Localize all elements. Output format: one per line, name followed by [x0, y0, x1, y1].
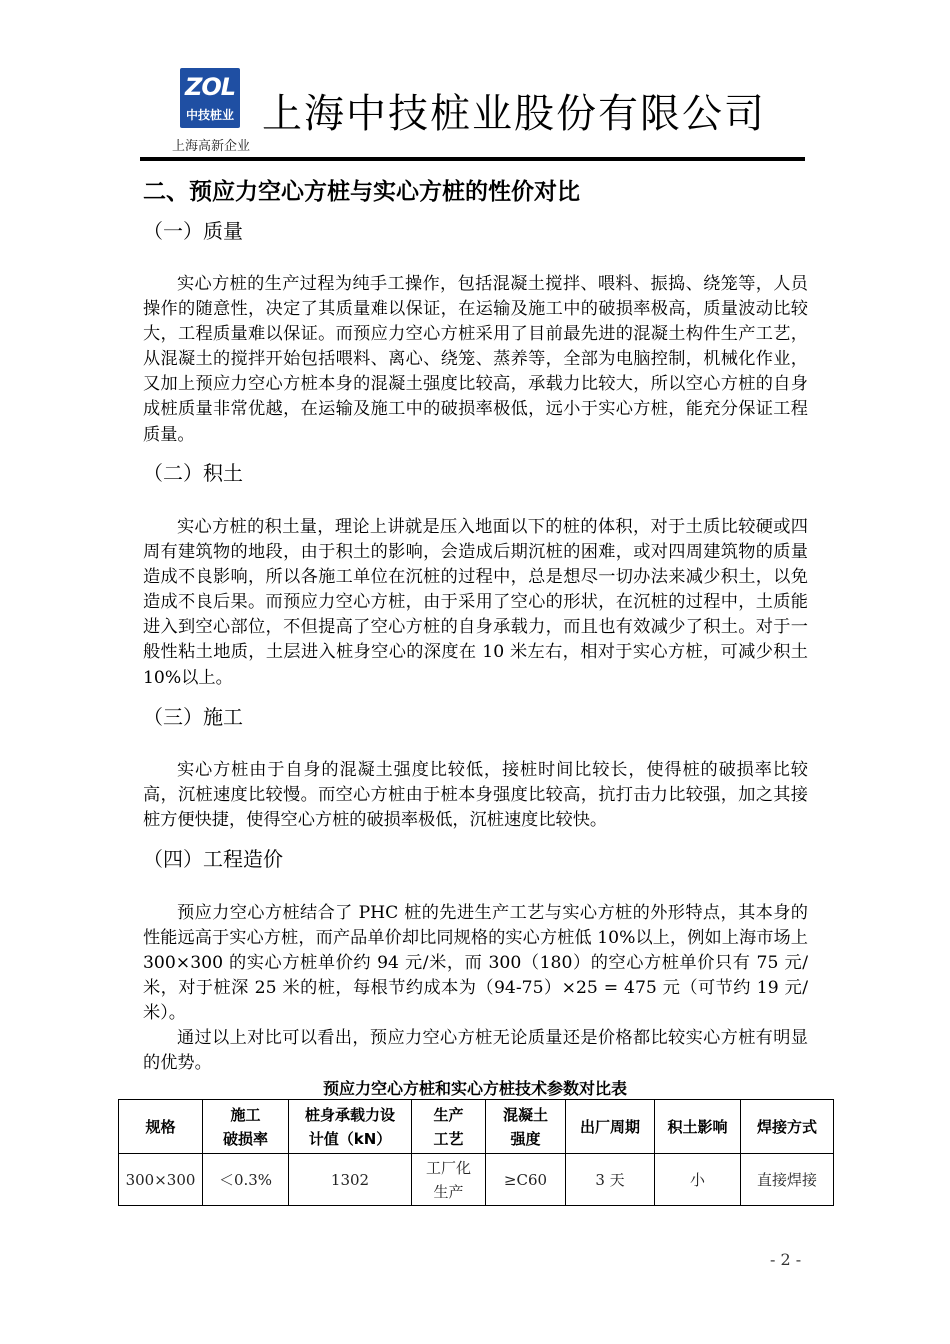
section-paragraph-soil: 实心方桩的积土量，理论上讲就是压入地面以下的桩的体积，对于土质比较硬或四周有建筑物的地段，由于积土的影响，会造成后期沉桩的困难，或对四周建筑物的质量造成不良影响，所以各施工单位在沉桩的过程中，总是想尽一切办法来减少积土，以免造成不良后果。而预应力空心方桩，由于采用了空心的形状，在沉桩的过程中，土质能进入到空心部位，不但提高了空心方桩的自身承载力，而且也有效减少了积土。对于一般性粘土地质，土层进入桩身空心的深度在 10 米左右，相对于实心方桩，可减少积土 10%以上。 [143, 517, 808, 688]
cell-concrete-strength: ≥C60 [486, 1154, 566, 1206]
header-welding: 焊接方式 [741, 1100, 834, 1154]
cell-process: 工厂化 生产 [412, 1154, 486, 1206]
header-concrete-strength: 混凝土 强度 [486, 1100, 566, 1154]
logo-subtitle: 上海高新企业 [172, 139, 251, 154]
page-title: 二、预应力空心方桩与实心方桩的性价对比 [143, 179, 580, 205]
section-heading-soil: （二）积土 [143, 461, 243, 485]
cell-soil-impact: 小 [655, 1154, 741, 1206]
header-delivery-cycle: 出厂周期 [566, 1100, 655, 1154]
cell-bearing-capacity: 1302 [289, 1154, 412, 1206]
page-number: - 2 - [770, 1250, 802, 1269]
company-logo [180, 68, 240, 128]
header-spec: 规格 [119, 1100, 203, 1154]
cell-welding: 直接焊接 [741, 1154, 834, 1206]
cell-delivery-cycle: 3 天 [566, 1154, 655, 1206]
company-name: 上海中技桩业股份有限公司 [262, 91, 766, 137]
section-heading-construction: （三）施工 [143, 705, 243, 729]
cell-damage-rate: ＜0.3% [203, 1154, 289, 1206]
section-paragraph-cost: 预应力空心方桩结合了 PHC 桩的先进生产工艺与实心方桩的外形特点，其本身的性能远高于实心方桩，而产品单价却比同规格的实心方桩低 10%以上，例如上海市场上 300×300 的实心方桩单价约 94 元/米，而 300（180）的空心方桩单价只有 75 元/米，对于桩深 25 米的桩，每根节约成本为（94-75）×25 = 475 元（可节约 19 元/米）。 [143, 903, 808, 1024]
section-paragraph-quality: 实心方桩的生产过程为纯手工操作，包括混凝土搅拌、喂料、振捣、绕笼等，人员操作的随意性，决定了其质量难以保证，在运输及施工中的破损率极高，质量波动比较大，工程质量难以保证。而预应力空心方桩采用了目前最先进的混凝土构件生产工艺，从混凝土的搅拌开始包括喂料、离心、绕笼、蒸养等，全部为电脑控制，机械化作业，又加上预应力空心方桩本身的混凝土强度比较高，承载力比较大，所以空心方桩的自身成桩质量非常优越，在运输及施工中的破损率极低，远小于实心方桩，能充分保证工程质量。 [143, 274, 808, 445]
table-title: 预应力空心方桩和实心方桩技术参数对比表 [322, 1079, 627, 1098]
logo-brand-text: 中技桩业 [185, 108, 234, 122]
section-paragraph-construction: 实心方桩由于自身的混凝土强度比较低，接桩时间比较长，使得桩的破损率比较高，沉桩速度比较慢。而空心方桩由于桩本身强度比较高，抗打击力比较强，加之其接桩方便快捷，使得空心方桩的破损率极低，沉桩速度比较快。 [143, 760, 808, 831]
section-heading-quality: （一）质量 [143, 219, 243, 243]
header-divider [140, 157, 805, 161]
comparison-table [118, 1099, 834, 1206]
header-process: 生产 工艺 [412, 1100, 486, 1154]
section-paragraph-conclusion: 通过以上对比可以看出，预应力空心方桩无论质量还是价格都比较实心方桩有明显的优势。 [143, 1028, 808, 1074]
section-heading-cost: （四）工程造价 [143, 847, 283, 871]
table-row [119, 1154, 834, 1206]
table-header-row [119, 1100, 834, 1154]
cell-spec: 300×300 [119, 1154, 203, 1206]
header-bearing-capacity: 桩身承载力设 计值（kN） [289, 1100, 412, 1154]
logo-mark-text: ZOL [184, 73, 236, 101]
header-damage-rate: 施工 破损率 [203, 1100, 289, 1154]
header-soil-impact: 积土影响 [655, 1100, 741, 1154]
